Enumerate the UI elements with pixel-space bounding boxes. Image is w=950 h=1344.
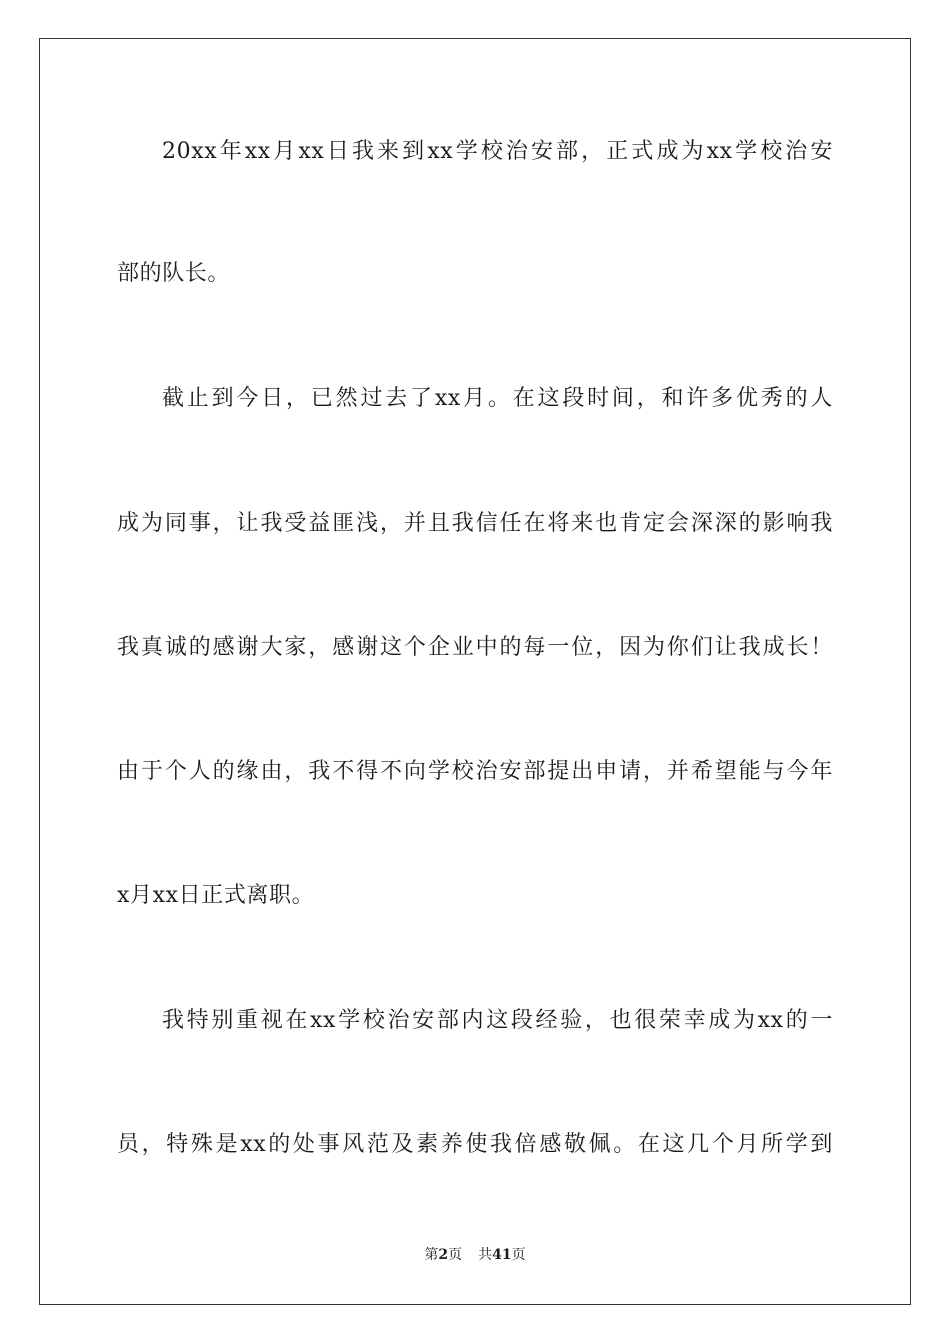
body-line-7: x月xx日正式离职。 — [117, 883, 315, 908]
body-line-2: 部的队长。 — [117, 261, 231, 286]
footer-total-suffix: 页 — [511, 1247, 526, 1263]
footer-page-current: 2 — [438, 1247, 449, 1263]
body-line-6: 由于个人的缘由，我不得不向学校治安部提出申请，并希望能与今年 — [117, 759, 833, 784]
page-footer — [0, 1246, 950, 1264]
page-frame — [39, 38, 911, 1305]
body-line-8: 我特别重视在xx学校治安部内这段经验，也很荣幸成为xx的一 — [162, 1008, 833, 1033]
footer-page-mid: 页 — [448, 1247, 463, 1263]
footer-total-prefix: 共 — [478, 1247, 493, 1263]
body-line-4: 成为同事，让我受益匪浅，并且我信任在将来也肯定会深深的影响我 — [117, 511, 833, 536]
body-line-1: 20xx年xx月xx日我来到xx学校治安部，正式成为xx学校治安 — [162, 139, 833, 164]
body-line-9: 员，特殊是xx的处事风范及素养使我倍感敬佩。在这几个月所学到 — [117, 1132, 833, 1157]
body-line-5: 我真诚的感谢大家，感谢这个企业中的每一位，因为你们让我成长！ — [117, 635, 833, 660]
footer-page-prefix: 第 — [424, 1247, 439, 1263]
footer-page-total: 41 — [492, 1247, 512, 1263]
body-line-3: 截止到今日，已然过去了xx月。在这段时间，和许多优秀的人 — [162, 386, 833, 411]
